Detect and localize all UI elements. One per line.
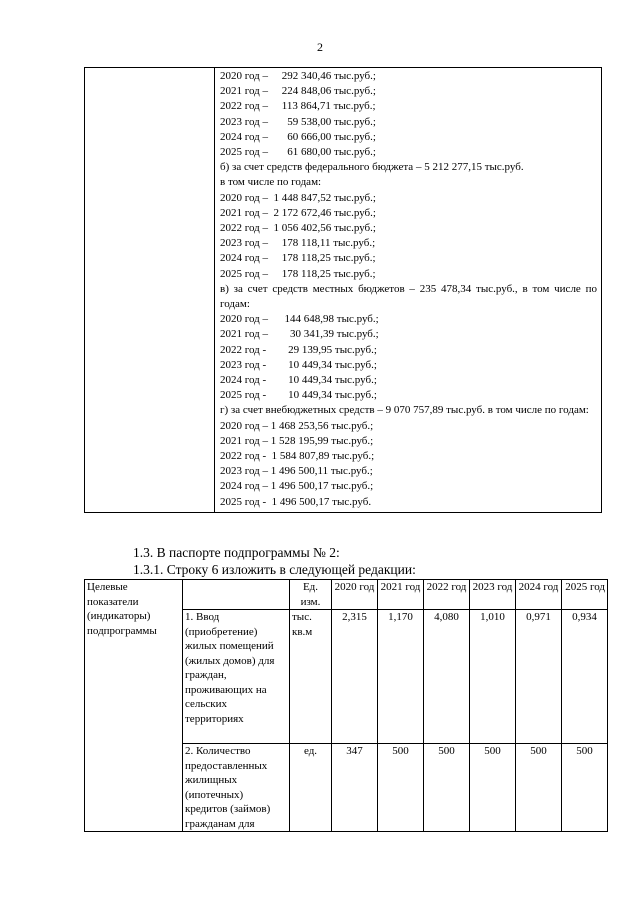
indicator-value: 500 [562,744,608,832]
table-header-row [85,580,608,610]
section-heading: 1.3. В паспорте подпрограммы № 2: [133,545,340,560]
indicator-value: 1,010 [470,610,516,744]
federal-line: 2023 год – 178 118,11 тыс.руб.; [220,237,376,250]
indicator-value: 0,971 [516,610,562,744]
local-line: 2022 год - 29 139,95 тыс.руб.; [220,343,377,356]
indicator-value: 347 [332,744,378,832]
indicator-value: 2,315 [332,610,378,744]
federal-line: 2024 год – 178 118,25 тыс.руб.; [220,252,376,265]
federal-subheading: в том числе по годам: [220,176,322,189]
funding-line: 2025 год – 61 680,00 тыс.руб.; [220,146,376,159]
page-number: 2 [317,40,323,54]
year-header: 2020 год [332,580,378,610]
year-header: 2023 год [470,580,516,610]
subsection-heading: 1.3.1. Строку 6 изложить в следующей редакции: [133,562,416,577]
local-line: 2025 год - 10 449,34 тыс.руб.; [220,389,377,402]
indicator-value: 0,934 [562,610,608,744]
year-header: 2025 год [562,580,608,610]
year-header: 2022 год [424,580,470,610]
federal-heading: б) за счет средств федерального бюджета – 5 212 277,15 тыс.руб. [220,161,524,174]
funding-line: 2024 год – 60 666,00 тыс.руб.; [220,130,376,143]
indicator-value: 500 [516,744,562,832]
indicator-unit: ед. [290,744,332,832]
year-header: 2024 год [516,580,562,610]
indicator-value: 1,170 [378,610,424,744]
name-header-cell [183,580,290,610]
extra-budget-line: 2022 год - 1 584 807,89 тыс.руб.; [220,450,375,463]
indicator-value: 4,080 [424,610,470,744]
funding-line: 2023 год – 59 538,00 тыс.руб.; [220,115,376,128]
federal-line: 2025 год – 178 118,25 тыс.руб.; [220,267,376,280]
funding-content-cell [215,68,602,513]
indicator-name: 2. Количество предоставленных жилищных (ипотечных) кредитов (займов) гражданам для [183,744,290,832]
federal-line: 2020 год – 1 448 847,52 тыс.руб.; [220,191,376,204]
extra-budget-line: 2021 год – 1 528 195,99 тыс.руб.; [220,434,374,447]
extra-budget-line: 2025 год - 1 496 500,17 тыс.руб. [220,495,372,508]
funding-table [84,67,602,513]
extra-budget-heading: г) за счет внебюджетных средств – 9 070 757,89 тыс.руб. в том числе по годам: [220,404,589,417]
indicator-value: 500 [378,744,424,832]
indicator-unit: тыс. кв.м [290,610,332,744]
unit-header: Ед. изм. [290,580,332,610]
local-heading: в) за счет средств местных бюджетов – 235 478,34 тыс.руб., в том числе по годам: [220,282,597,311]
extra-budget-line: 2024 год – 1 496 500,17 тыс.руб.; [220,480,374,493]
extra-budget-line: 2020 год – 1 468 253,56 тыс.руб.; [220,419,374,432]
local-line: 2020 год – 144 648,98 тыс.руб.; [220,313,379,326]
funding-label-cell [85,68,215,513]
indicator-value: 500 [424,744,470,832]
local-line: 2021 год – 30 341,39 тыс.руб.; [220,328,379,341]
funding-line: 2022 год – 113 864,71 тыс.руб.; [220,100,376,113]
extra-budget-line: 2023 год – 1 496 500,11 тыс.руб.; [220,465,373,478]
local-line: 2023 год - 10 449,34 тыс.руб.; [220,358,377,371]
funding-line: 2020 год – 292 340,46 тыс.руб.; [220,70,376,82]
year-header: 2021 год [378,580,424,610]
indicator-name: 1. Ввод (приобретение) жилых помещений (жилых домов) для граждан, проживающих на сельских территориях [183,610,290,744]
row-label-cell: Целевые показатели (индикаторы) подпрограммы [85,580,183,832]
indicators-table [84,579,608,832]
federal-line: 2022 год – 1 056 402,56 тыс.руб.; [220,222,376,235]
funding-line: 2021 год – 224 848,06 тыс.руб.; [220,85,376,98]
indicator-value: 500 [470,744,516,832]
federal-line: 2021 год – 2 172 672,46 тыс.руб.; [220,206,376,219]
local-line: 2024 год - 10 449,34 тыс.руб.; [220,374,377,387]
